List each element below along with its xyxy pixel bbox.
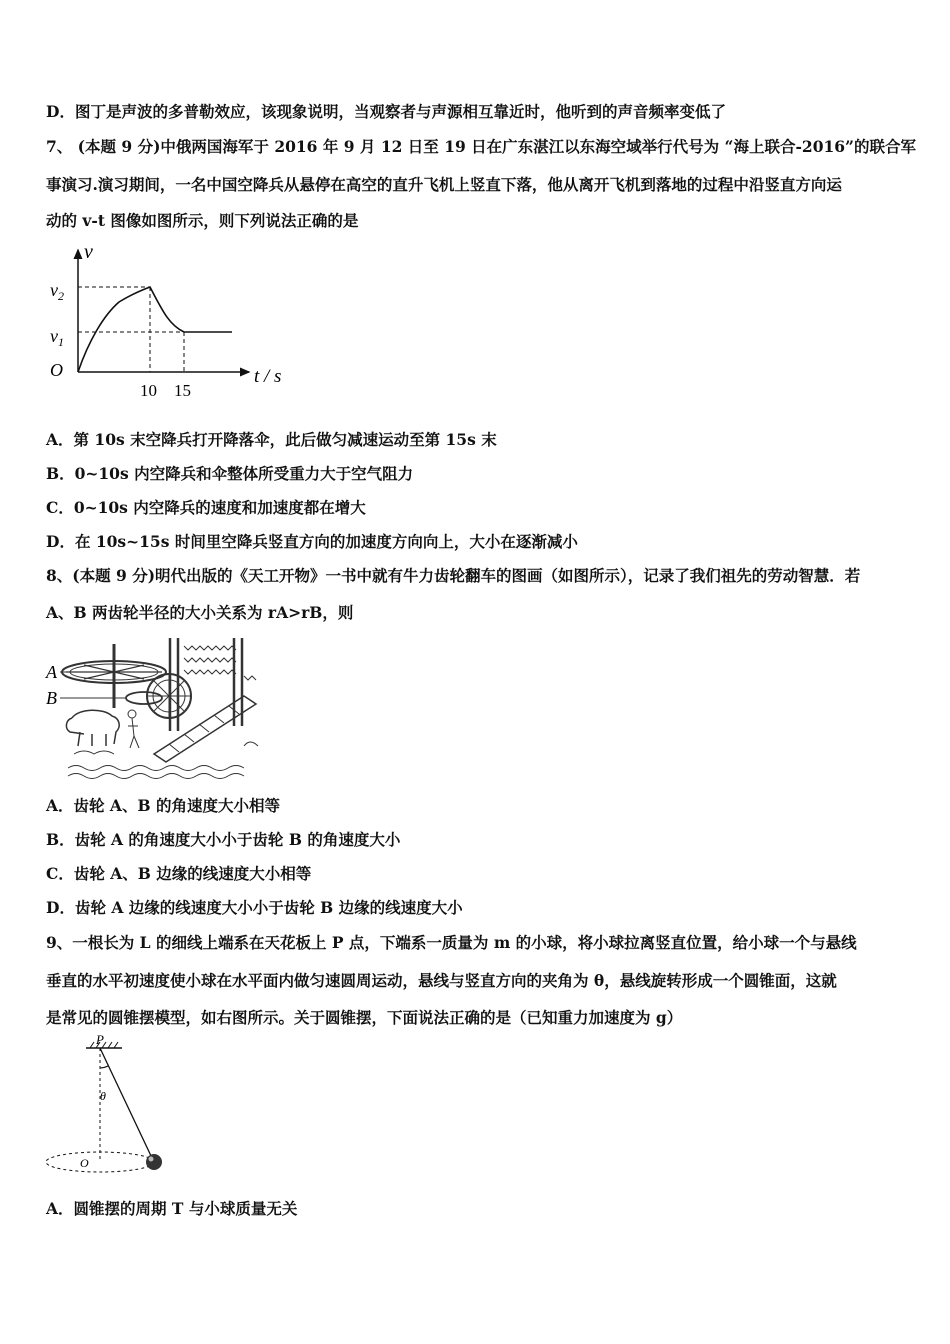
gear-b-label: B (46, 688, 57, 708)
gear-waterwheel-illustration (44, 636, 266, 782)
q9-stem-line-3: 是常见的圆锥摆模型，如右图所示。关于圆锥摆，下面说法正确的是（已知重力加速度为 g） (46, 1008, 683, 1027)
q9-stem-line-1: 9、一根长为 L 的细线上端系在天花板上 P 点，下端系一质量为 m 的小球，将小球拉离竖直位置，给小球一个与悬线 (46, 933, 857, 952)
q8-option-c: C．齿轮 A、B 边缘的线速度大小相等 (46, 864, 312, 883)
t10-label: 10 (140, 381, 157, 400)
v2-subscript: 2 (58, 289, 64, 303)
theta-label: θ (100, 1089, 106, 1103)
v2-label: v (50, 280, 58, 300)
q8-option-b: B．齿轮 A 的角速度大小小于齿轮 B 的角速度大小 (46, 830, 401, 849)
origin-label: O (50, 360, 63, 380)
svg-text:v1 (50, 326, 64, 349)
q7-stem-line-1: 7、 (本题 9 分)中俄两国海军于 2016 年 9 月 12 日至 19 日在广东湛江以东海空域举行代号为 “海上联合-2016”的联合军 (46, 137, 916, 156)
q7-option-b: B．0~10s 内空降兵和伞整体所受重力大于空气阻力 (46, 464, 414, 483)
q8-stem-line-2: A、B 两齿轮半径的大小关系为 rA>rB，则 (46, 603, 354, 622)
velocity-curve (78, 287, 232, 372)
ball (146, 1154, 162, 1170)
vt-graph (44, 240, 294, 405)
q8-option-a: A．齿轮 A、B 的角速度大小相等 (46, 796, 280, 815)
v-axis-label: v (84, 241, 93, 263)
q9-stem-line-2: 垂直的水平初速度使小球在水平面内做匀速圆周运动，悬线与竖直方向的夹角为 θ，悬线旋转形成一个圆锥面，这就 (46, 971, 837, 990)
q7-option-a: A．第 10s 末空降兵打开降落伞，此后做匀减速运动至第 15s 末 (46, 430, 497, 449)
conical-pendulum-diagram (42, 1034, 172, 1179)
v1-subscript: 1 (58, 335, 64, 349)
q8-stem-line-1: 8、(本题 9 分)明代出版的《天工开物》一书中就有牛力齿轮翻车的图画（如图所示），记录了我们祖先的劳动智慧．若 (46, 566, 861, 585)
svg-text:v2 (50, 280, 64, 303)
t15-label: 15 (174, 381, 191, 400)
q7-stem-line-3: 动的 v-t 图像如图所示，则下列说法正确的是 (46, 211, 359, 230)
q7-stem-line-2: 事演习.演习期间，一名中国空降兵从悬停在高空的直升飞机上竖直下落，他从离开飞机到落地的过程中沿竖直方向运 (46, 175, 842, 194)
t-axis-label: t / s (254, 366, 282, 387)
v1-label: v (50, 326, 58, 346)
point-p-label: P (96, 1034, 104, 1047)
q6-option-d: D．图丁是声波的多普勒效应，该现象说明，当观察者与声源相互靠近时，他听到的声音频率变低了 (46, 102, 726, 121)
string (100, 1048, 152, 1158)
gear-a-label: A (46, 662, 57, 682)
q8-option-d: D．齿轮 A 边缘的线速度大小小于齿轮 B 边缘的线速度大小 (46, 898, 463, 917)
q7-option-d: D．在 10s~15s 时间里空降兵竖直方向的加速度方向向上，大小在逐渐减小 (46, 532, 578, 551)
q7-option-c: C．0~10s 内空降兵的速度和加速度都在增大 (46, 498, 366, 517)
q9-option-a: A．圆锥摆的周期 T 与小球质量无关 (46, 1199, 298, 1218)
center-o-label: O (80, 1156, 89, 1170)
